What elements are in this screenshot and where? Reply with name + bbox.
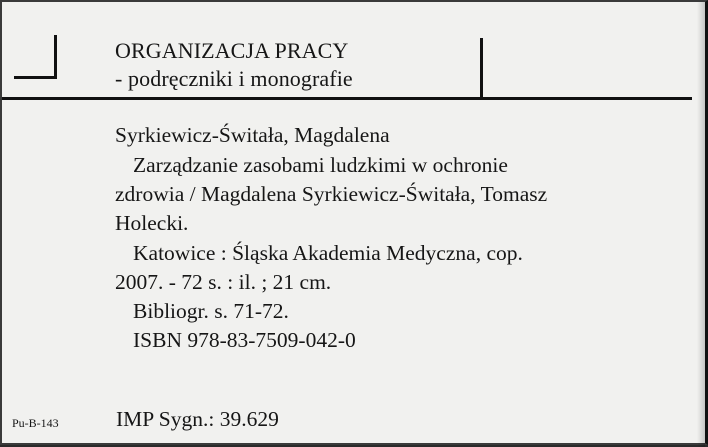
isbn-line: ISBN 978-83-7509-042-0: [133, 328, 356, 352]
title-line-2: zdrowia / Magdalena Syrkiewicz-Świtała, Tomasz: [115, 182, 548, 206]
title-line-3: Holecki.: [115, 211, 189, 235]
publication-line-2: 2007. - 72 s. : il. ; 21 cm.: [115, 270, 332, 294]
subject-heading: ORGANIZACJA PRACY: [115, 38, 349, 63]
publication-line-1: Katowice : Śląska Akademia Medyczna, cop.: [133, 241, 523, 265]
call-number: IMP Sygn.: 39.629: [116, 407, 279, 431]
card-edge-shadow: [697, 2, 705, 447]
author-line: Syrkiewicz-Świtała, Magdalena: [115, 123, 390, 147]
corner-mark-vertical: [54, 35, 57, 79]
corner-mark-horizontal: [14, 76, 57, 79]
heading-rule: [2, 97, 692, 100]
subject-subheading: - podręczniki i monografie: [115, 66, 353, 91]
shelf-mark: Pu-B-143: [12, 416, 59, 430]
heading-divider: [480, 38, 483, 99]
title-line-1: Zarządzanie zasobami ludzkimi w ochronie: [133, 153, 508, 177]
bibliography-note: Bibliogr. s. 71-72.: [133, 299, 289, 323]
